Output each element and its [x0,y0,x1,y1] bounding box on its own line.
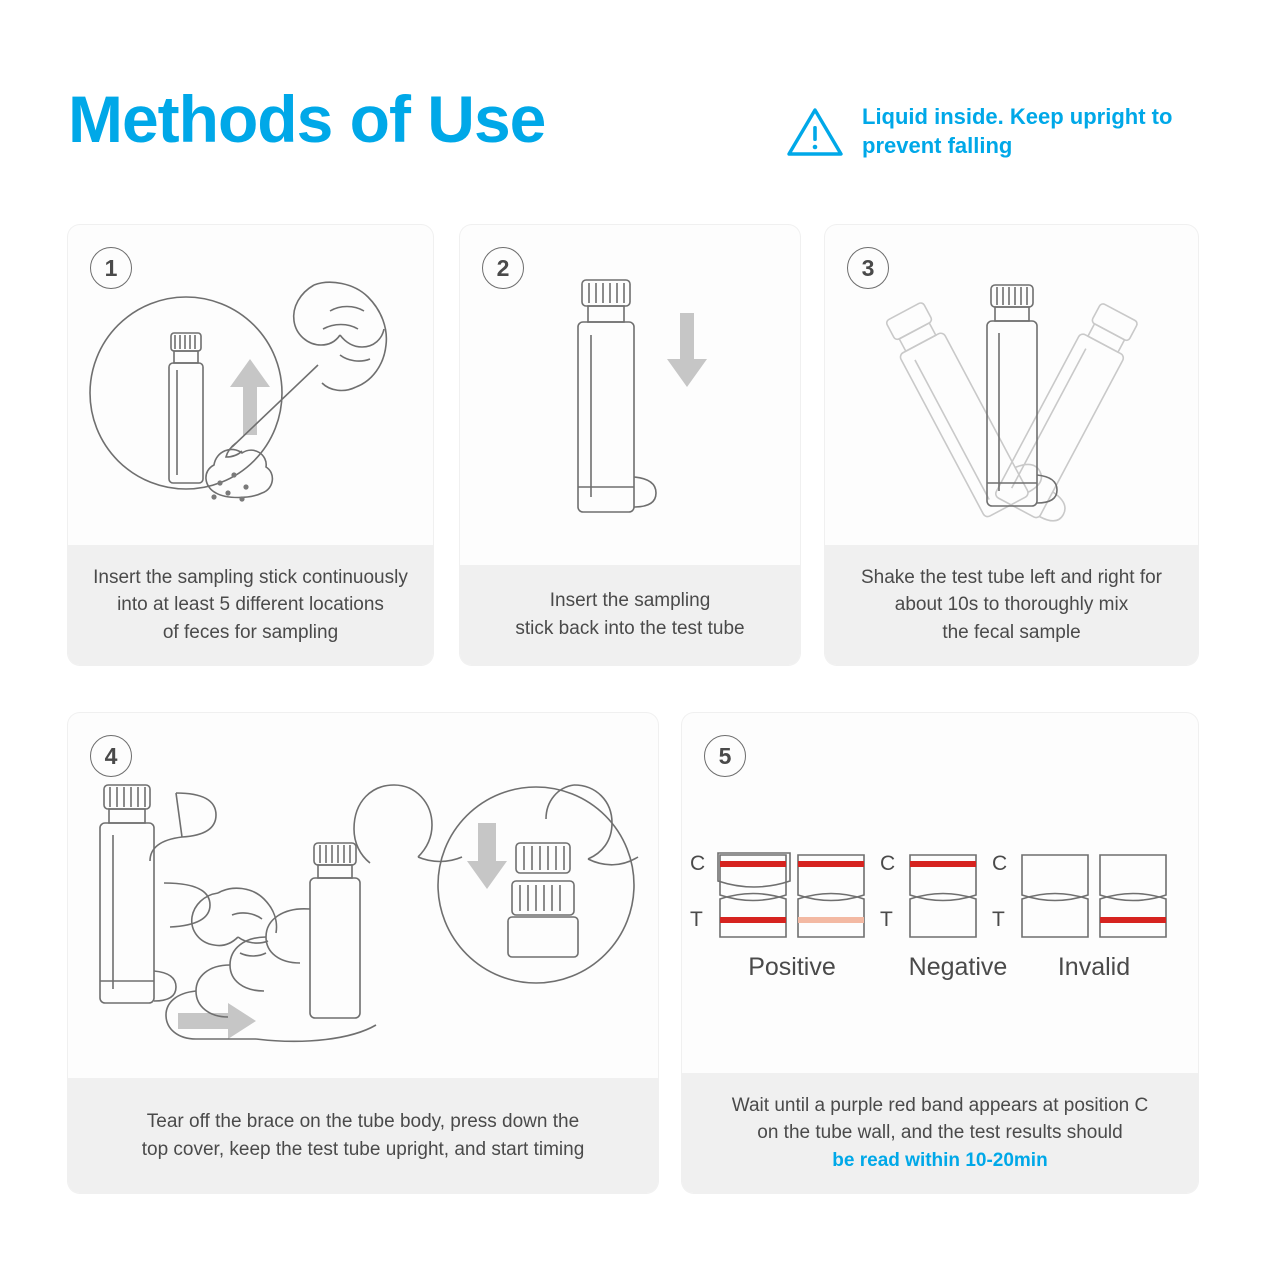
step-5-illustration [682,713,1198,1073]
result-marker-c-invalid: C [992,852,1008,875]
warning-triangle-icon [786,106,844,158]
result-marker-c-negative: C [880,852,896,875]
step-number-badge-1: 1 [90,247,132,289]
step-card-5 [682,713,1198,1193]
step-card-2 [460,225,800,665]
step-2-illustration [460,225,800,565]
step-3-caption [825,545,1198,665]
step-2-caption-line-2: stick back into the test tube [515,618,745,639]
step-1-caption [68,545,433,665]
step-3-illustration [825,225,1198,545]
page-title: Methods of Use [68,82,546,156]
result-marker-t-negative: T [880,908,893,931]
down-arrow-icon [667,313,707,387]
result-marker-t-invalid: T [992,908,1005,931]
step-3-caption-line-3: the fecal sample [942,621,1081,643]
step-5-caption [682,1073,1198,1193]
step-1-caption-line-3: of feces for sampling [162,621,339,643]
step-card-3 [825,225,1198,665]
step-number-badge-4: 4 [90,735,132,777]
result-marker-t-positive: T [690,908,703,931]
step-1-caption-line-1: Insert the sampling stick continuously [93,566,408,588]
step-5-caption-line-2: on the tube wall, and the test results should [757,1122,1123,1144]
up-arrow-icon [230,359,270,435]
result-marker-c-positive: C [690,852,706,875]
step-card-1 [68,225,433,665]
step-4-caption-line-1: Tear off the brace on the tube body, press down the [146,1110,580,1132]
right-arrow-icon [178,1003,256,1039]
warning-notice [786,102,1198,160]
step-5-caption-accent: be read within 10-20min [832,1149,1048,1171]
step-3-caption-line-2: about 10s to thoroughly mix [894,594,1129,616]
header [68,82,1198,196]
step-number-badge-2: 2 [482,247,524,289]
step-4-caption [68,1078,658,1193]
step-3-caption-line-1: Shake the test tube left and right for [860,566,1163,588]
press-down-arrow-icon [467,823,507,889]
step-1-illustration [68,225,433,545]
warning-text: Liquid inside. Keep upright to prevent falling [862,104,1173,159]
result-name-positive: Positive [748,953,836,981]
step-1-caption-line-2: into at least 5 different locations [117,594,384,616]
step-2-caption-line-1: Insert the sampling [549,590,711,612]
step-card-4 [68,713,658,1193]
step-2-caption [460,565,800,665]
step-number-badge-5: 5 [704,735,746,777]
step-5-caption-line-1: Wait until a purple red band appears at position C [731,1094,1149,1116]
result-name-invalid: Invalid [1057,953,1131,981]
result-name-negative: Negative [908,953,1008,981]
step-4-illustration [68,713,658,1078]
step-4-caption-line-2: top cover, keep the test tube upright, and start timing [141,1138,585,1160]
step-number-badge-3: 3 [847,247,889,289]
